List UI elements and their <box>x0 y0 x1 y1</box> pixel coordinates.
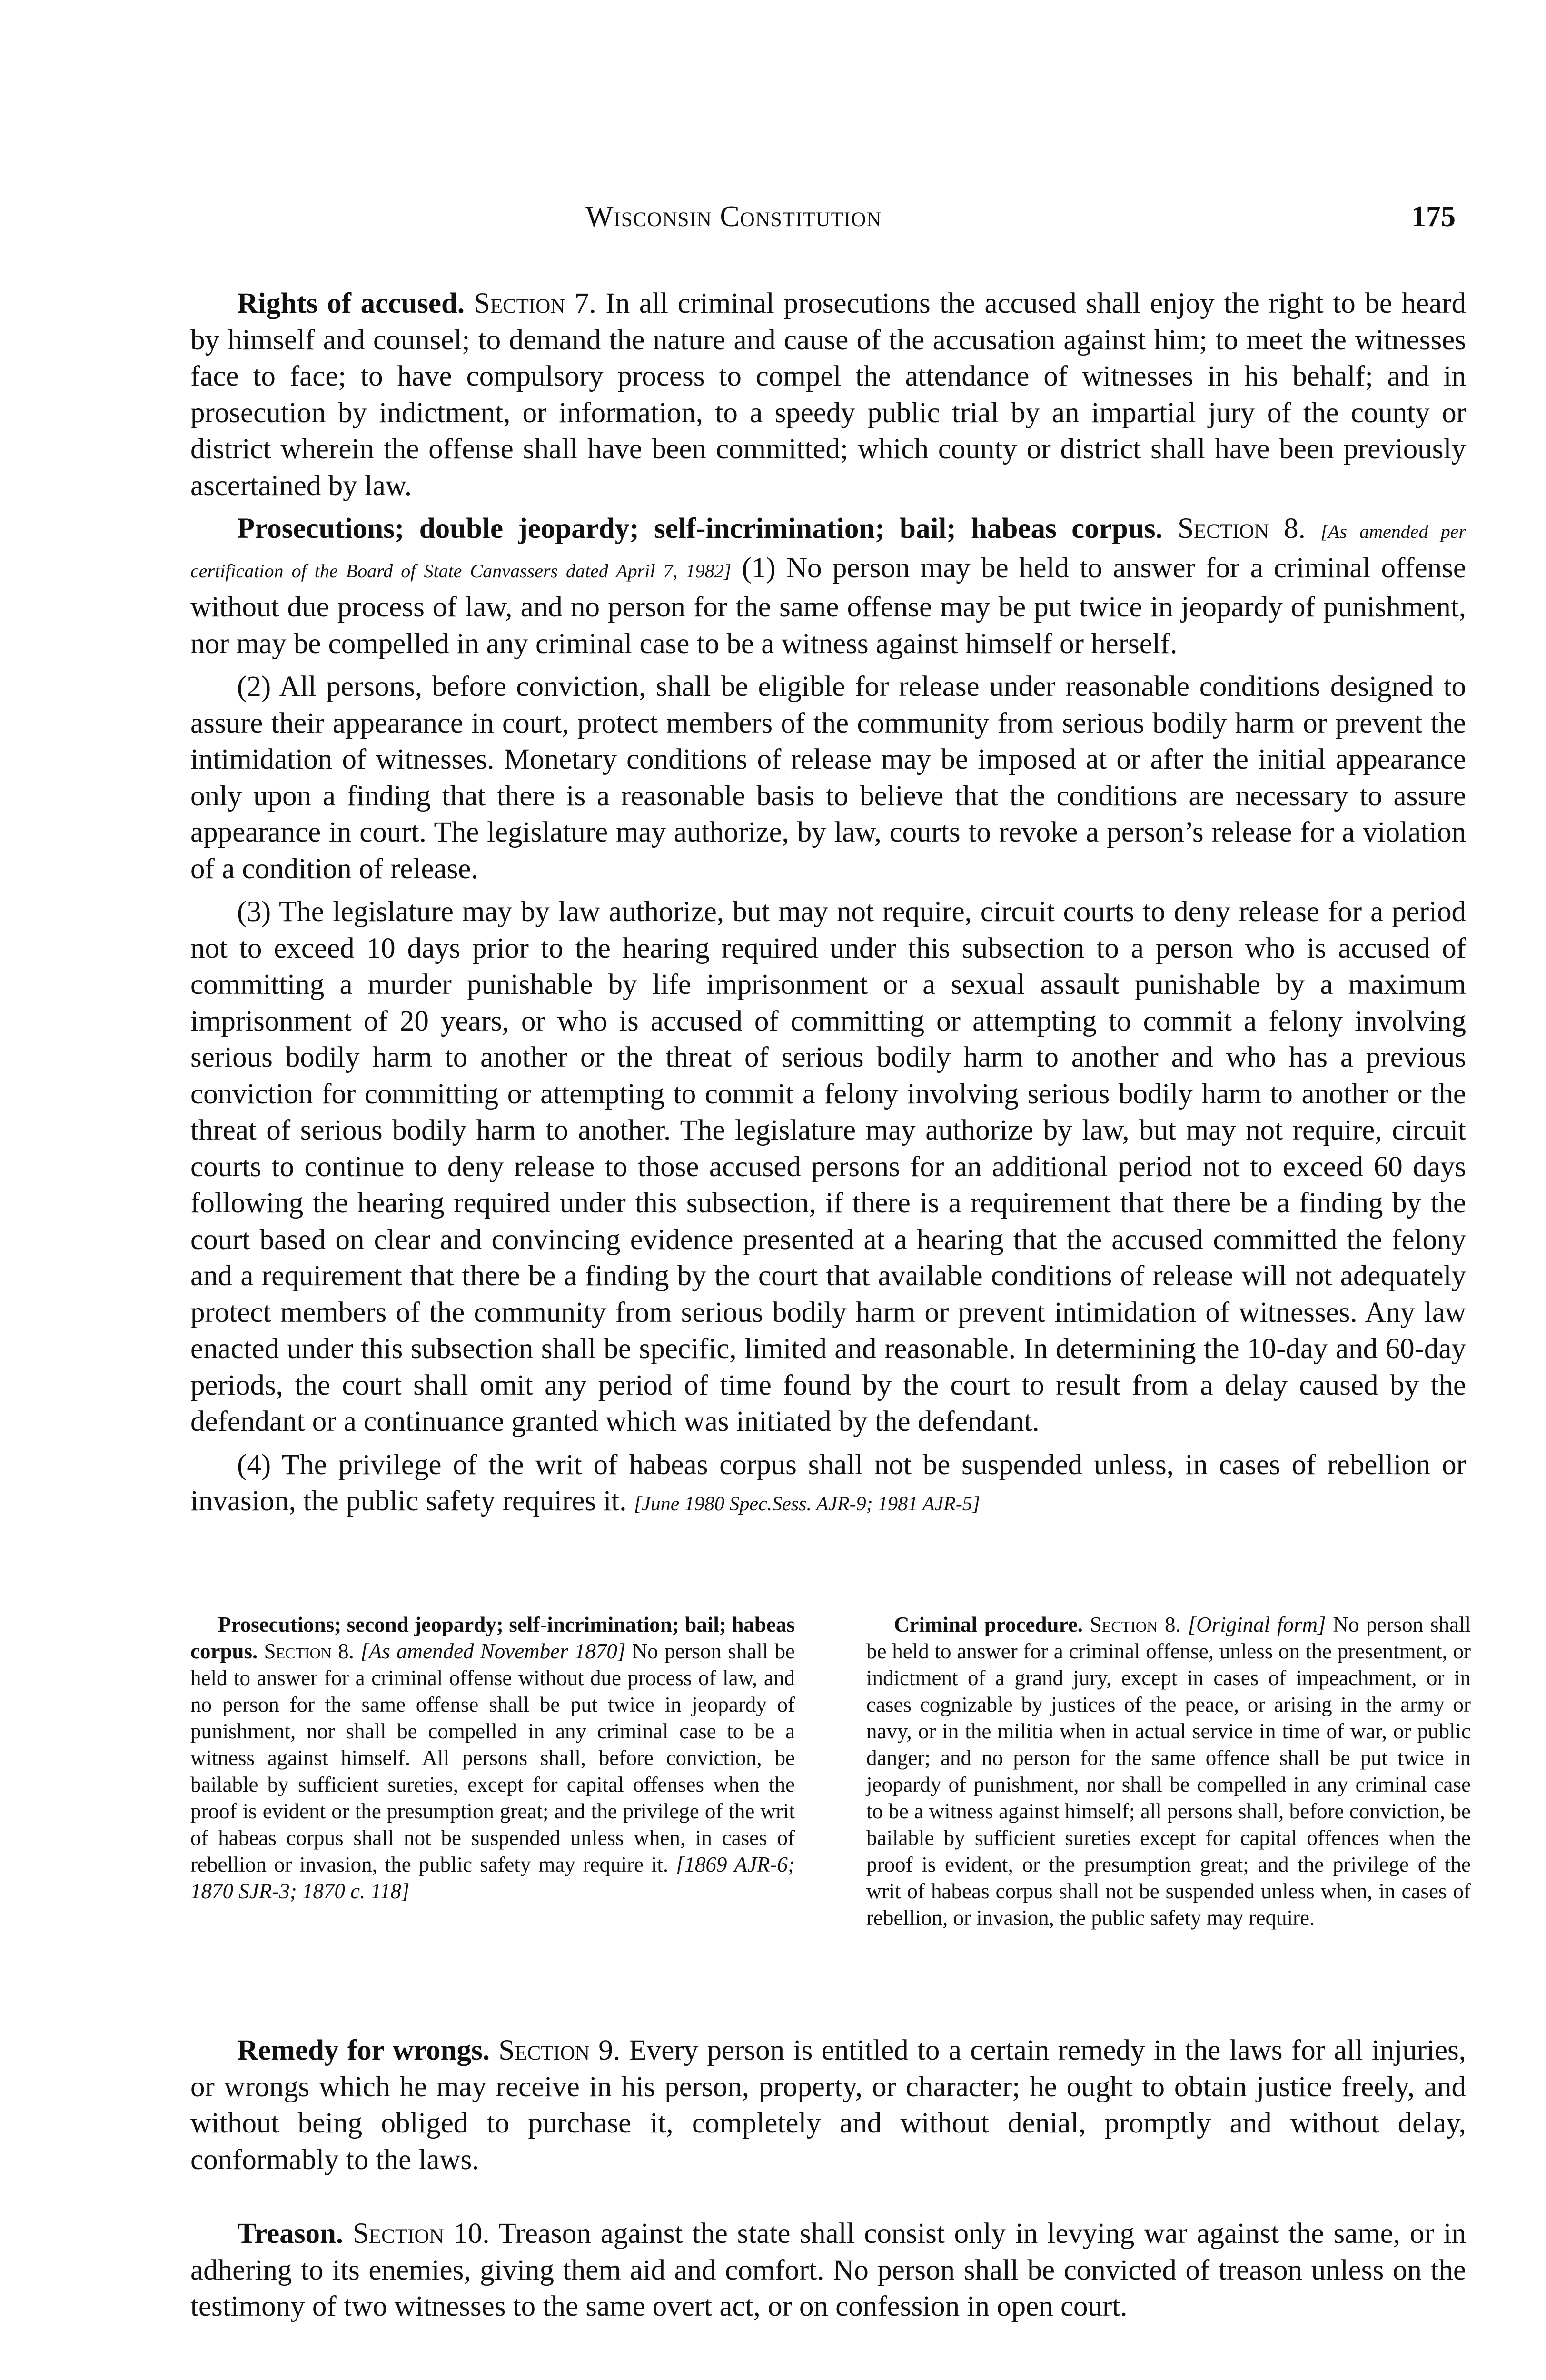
section-9 <box>190 2033 1466 2178</box>
note-1870-version <box>190 1611 795 1904</box>
section-9-number: Section 9. <box>498 2034 621 2066</box>
page-header <box>190 200 1475 243</box>
section-10-text: Treason against the state shall consist only in levying war against the same, or in adhering to its enemies, giving them aid and comfort. No person shall be convicted of treason unless on the testimony of two witnesses to the same overt act, or on confession in open court. <box>190 2218 1466 2322</box>
section-10 <box>190 2216 1466 2325</box>
note-original-version <box>866 1611 1471 1931</box>
section-8-para-4 <box>190 1447 1466 1523</box>
section-9-block <box>190 2033 1466 2178</box>
note-2-text: No person shall be held to answer for a criminal offense, unless on the presentment, or indictment of a grand jury, except in cases of impeachment, or in cases cognizable by justices of the peace, or arising in the army or navy, or in the militia when in actual service in time of war, or public danger; and no person for the same offence shall be put twice in jeopardy of punishment, nor shall be compelled in any criminal case to be a witness against himself; all persons shall, before conviction, be bailable by sufficient sureties except for capital offences when the proof is evident, or the presumption great; and the privilege of the writ of habeas corpus shall not be suspended unless when, in cases of rebellion, or invasion, the public safety may require. <box>866 1613 1471 1930</box>
historical-notes <box>190 1611 1471 1931</box>
section-8-heading: Prosecutions; double jeopardy; self-incrimination; bail; habeas corpus. <box>237 513 1163 545</box>
section-9-text: Every person is entitled to a certain remedy in the laws for all injuries, or wrongs which he may receive in his person, property, or character; he ought to obtain justice freely, and without being obliged to purchase it, completely and without denial, promptly and without delay, conformably to the laws. <box>190 2034 1467 2176</box>
note-1-citation: [1869 AJR-6; 1870 SJR-3; 1870 c. 118] <box>190 1853 795 1903</box>
running-title: Wisconsin Constitution <box>585 200 882 233</box>
section-7-number: Section 7. <box>474 288 596 319</box>
section-10-heading: Treason. <box>237 2218 344 2250</box>
section-8-number: Section 8. <box>1178 513 1306 545</box>
note-1-heading: Prosecutions; second jeopardy; self-incrimination; bail; habeas corpus. <box>190 1613 795 1663</box>
page-number: 175 <box>1411 200 1456 233</box>
section-10-block <box>190 2216 1466 2325</box>
section-8-para-1 <box>190 511 1466 662</box>
note-1-text: No person shall be held to answer for a criminal offense without due process of law, and no person for the same offense shall be put twice in jeopardy of punishment, nor shall be compelled in any criminal case to be a witness against himself. All persons shall, before conviction, be bailable by sufficient sureties, except for capital offenses when the proof is evident or the presumption great; and the privilege of the writ of habeas corpus shall not be suspended unless when, in cases of rebellion or invasion, the public safety may require it. <box>190 1639 795 1876</box>
note-2-amendment: [Original form] <box>1188 1613 1326 1636</box>
section-7-text: In all criminal prosecutions the accused shall enjoy the right to be heard by himself and counsel; to demand the nature and cause of the accusation against him; to meet the witnesses face to face; to have compulsory process to compel the attendance of witnesses in his behalf; and in prosecution by indictment, or information, to a speedy public trial by an impartial jury of the county or district wherein the offense shall have been committed; which county or district shall have been previously ascertained by law. <box>190 288 1467 502</box>
section-8-para-3: (3) The legislature may by law authorize, but may not require, circuit courts to deny release for a period not to exceed 10 days prior to the hearing required under this subsection to a person who is accused of committing a murder punishable by life imprisonment or a sexual assault punishable by a maximum imprisonment of 20 years, or who is accused of committing or attempting to commit a felony involving serious bodily harm to another or the threat of serious bodily harm to another and who has a previous conviction for committing or attempting to commit a felony involving serious bodily harm to another or the threat of serious bodily harm to another. The legislature may authorize by law, but may not require, circuit courts to continue to deny release to those accused persons for an additional period not to exceed 60 days following the hearing required under this subsection, if there is a requirement that there be a finding by the court based on clear and convincing evidence presented at a hearing that the accused committed the felony and a requirement that there be a finding by the court that available conditions of release will not adequately protect members of the community from serious bodily harm or prevent intimidation of witnesses. Any law enacted under this subsection shall be specific, limited and reasonable. In determining the 10-day and 60-day periods, the court shall omit any period of time found by the court to result from a delay caused by the defendant or a continuance granted which was initiated by the defendant. <box>190 896 1466 1438</box>
note-2-section: Section 8. <box>1090 1613 1181 1636</box>
section-8-text-4: (4) The privilege of the writ of habeas corpus shall not be suspended unless, in cases of rebellion or invasion, the public safety requires it. <box>190 1448 1466 1517</box>
section-10-number: Section 10. <box>352 2218 490 2250</box>
section-8-text-1: (1) No person may be held to answer for a criminal offense without due process of law, and no person for the same offense may be put twice in jeopardy of punishment, nor may be compelled in any criminal case to be a witness against himself or herself. <box>190 552 1466 660</box>
note-2-heading: Criminal procedure. <box>894 1613 1083 1636</box>
note-1-section: Section 8. <box>264 1639 354 1663</box>
section-7-heading: Rights of accused. <box>237 288 465 319</box>
note-1-amendment: [As amended November 1870] <box>360 1639 626 1663</box>
main-text <box>190 286 1466 1529</box>
section-8-citation: [June 1980 Spec.Sess. AJR-9; 1981 AJR-5] <box>634 1493 981 1515</box>
section-8-amendment-note: [As amended per certification of the Board of State Canvassers dated April 7, 1982] <box>190 521 1467 582</box>
section-8-para-2: (2) All persons, before conviction, shall be eligible for release under reasonable conditions designed to assure their appearance in court, protect members of the community from serious bodily harm or prevent the intimidation of witnesses. Monetary conditions of release may be imposed at or after the initial appearance only upon a finding that there is a reasonable basis to believe that the conditions are necessary to assure appearance in court. The legislature may authorize, by law, courts to revoke a person’s release for a violation of a condition of release. <box>190 671 1466 885</box>
section-7 <box>190 286 1466 504</box>
section-9-heading: Remedy for wrongs. <box>237 2034 490 2066</box>
